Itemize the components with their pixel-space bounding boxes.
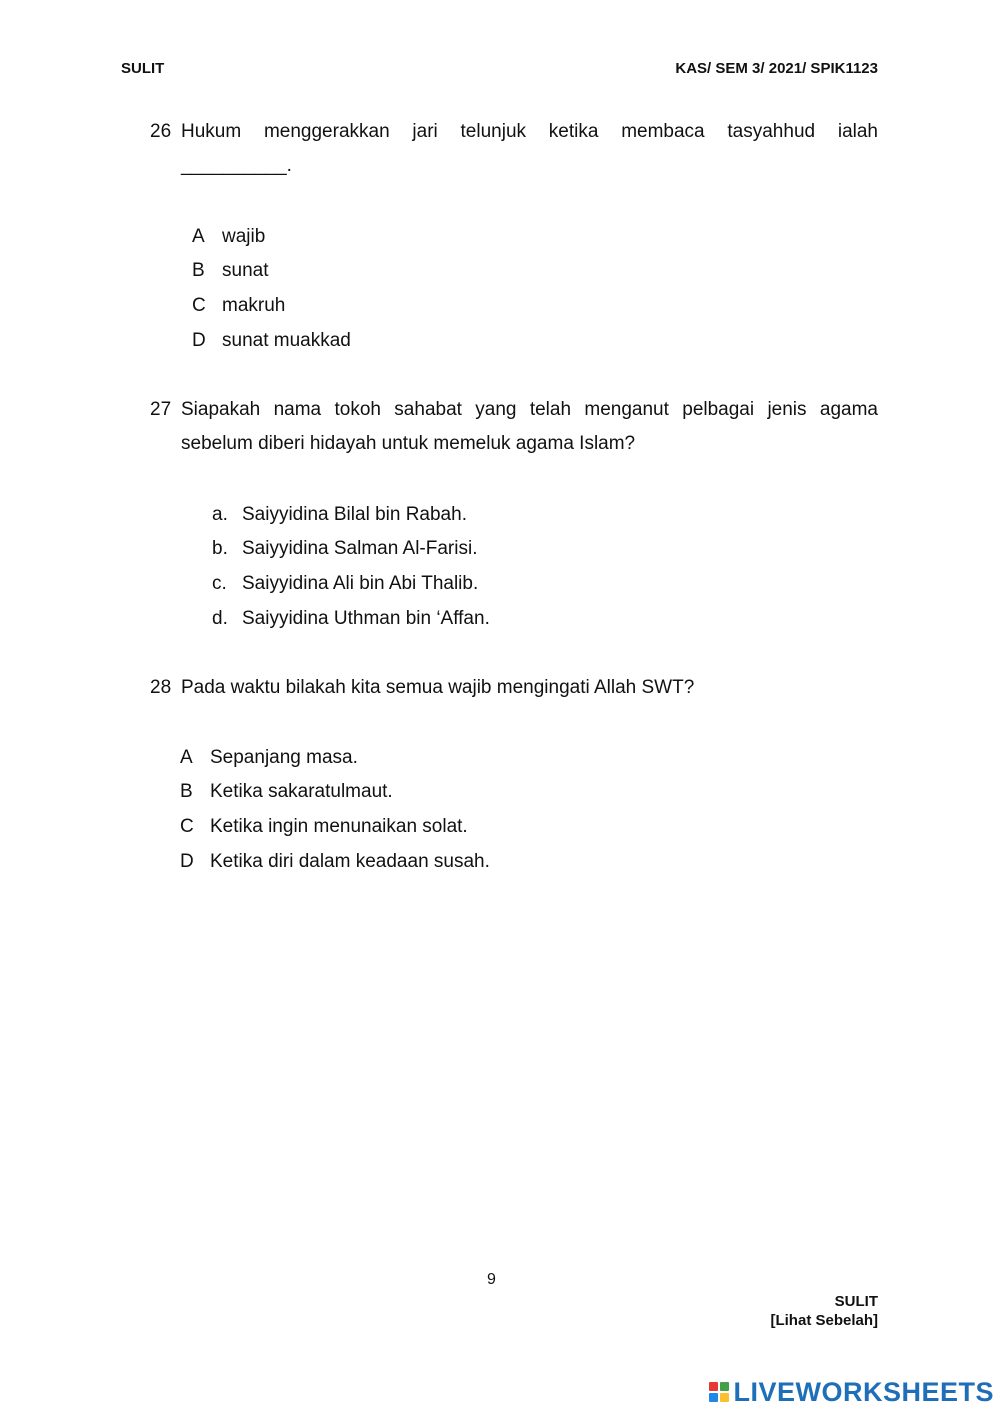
footer-sulit: SULIT xyxy=(834,1293,878,1310)
question-number: 26 xyxy=(150,121,172,142)
option-28-c: C Ketika ingin menunaikan solat. xyxy=(180,816,468,837)
footer-classification xyxy=(770,1292,878,1330)
option-26-b: B sunat xyxy=(192,260,269,281)
liveworksheets-wordmark: LIVEWORKSHEETS xyxy=(733,1376,994,1407)
option-28-a: A Sepanjang masa. xyxy=(180,747,358,768)
question-number: 28 xyxy=(150,677,172,698)
question-number: 27 xyxy=(150,399,172,420)
page-number: 9 xyxy=(487,1271,496,1288)
option-28-b: B Ketika sakaratulmaut. xyxy=(180,781,393,802)
answer-blank: __________. xyxy=(181,155,292,176)
option-28-d: D Ketika diri dalam keadaan susah. xyxy=(180,851,490,872)
option-26-a: A wajib xyxy=(192,226,266,247)
question-text: Pada waktu bilakah kita semua wajib mengingati Allah SWT? xyxy=(181,677,695,698)
liveworksheets-watermark[interactable] xyxy=(709,1377,994,1407)
option-27-d: d. Saiyyidina Uthman bin ‘Affan. xyxy=(212,608,490,629)
footer-next-page: [Lihat Sebelah] xyxy=(770,1312,878,1329)
question-text: Siapakah nama tokoh sahabat yang telah menganut pelbagai jenis agama sebelum diberi hidayah untuk memeluk agama Islam? xyxy=(181,399,878,454)
question-text: Hukum menggerakkan jari telunjuk ketika membaca tasyahhud ialah xyxy=(181,121,878,142)
option-27-b: b. Saiyyidina Salman Al-Farisi. xyxy=(212,538,478,559)
option-27-c: c. Saiyyidina Ali bin Abi Thalib. xyxy=(212,573,479,594)
option-26-d: D sunat muakkad xyxy=(192,330,351,351)
question-28 xyxy=(150,671,878,705)
liveworksheets-logo-icon xyxy=(709,1382,729,1402)
header-course-code: KAS/ SEM 3/ 2021/ SPIK1123 xyxy=(675,60,878,77)
question-26 xyxy=(150,115,878,183)
option-26-c: C makruh xyxy=(192,295,286,316)
question-27 xyxy=(150,393,878,461)
option-27-a: a. Saiyyidina Bilal bin Rabah. xyxy=(212,504,467,525)
header-classification: SULIT xyxy=(121,60,165,77)
